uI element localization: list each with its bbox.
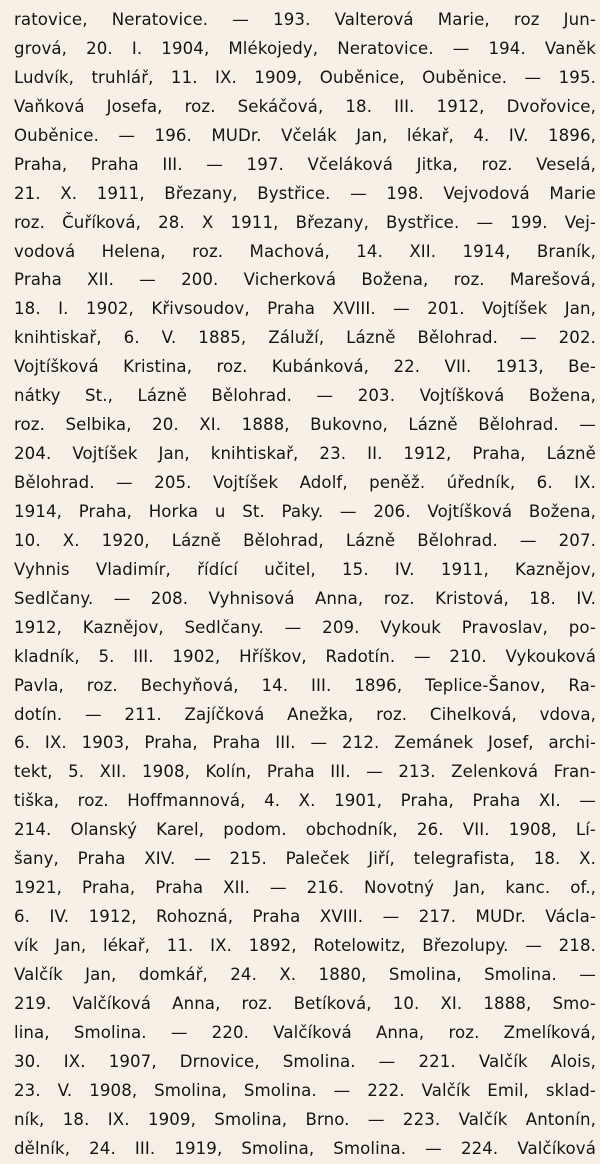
text-line: lina, Smolina. — 220. Valčíková Anna, roz. Zmelíková, xyxy=(14,1022,596,1042)
text-line: 219. Valčíková Anna, roz. Betíková, 10. XI. 1888, Smo- xyxy=(14,993,596,1013)
text-line: 6. IV. 1912, Rohozná, Praha XVIII. — 217. MUDr. Václa- xyxy=(14,907,596,927)
text-line: Vojtíšková Kristina, roz. Kubánková, 22. VII. 1913, Be- xyxy=(14,357,596,377)
text-line: ník, 18. IX. 1909, Smolina, Brno. — 223. Valčík Antonín, xyxy=(14,1109,596,1129)
text-line: 21. X. 1911, Březany, Bystřice. — 198. Vejvodová Marie xyxy=(14,183,596,203)
text-line: Bělohrad. — 205. Vojtíšek Adolf, peněž. úředník, 6. IX. xyxy=(14,473,596,492)
text-line: Praha, Praha III. — 197. Včeláková Jitka, roz. Veselá, xyxy=(14,154,596,174)
text-line: 214. Olanský Karel, podom. obchodník, 26. VII. 1908, Lí- xyxy=(14,820,596,840)
text-line: 30. IX. 1907, Drnovice, Smolina. — 221. Valčík Alois, xyxy=(14,1051,596,1071)
text-line: 1914, Praha, Horka u St. Paky. — 206. Vojtíšková Božena, xyxy=(14,501,596,521)
text-line: 1921, Praha, Praha XII. — 216. Novotný Jan, kanc. of., xyxy=(14,878,596,898)
text-line: 1912, Kaznějov, Sedlčany. — 209. Vykouk Pravoslav, po- xyxy=(14,617,596,637)
text-line: roz. Čuříková, 28. X 1911, Březany, Bystřice. — 199. Vej- xyxy=(14,212,596,232)
text-line: kladník, 5. III. 1902, Hříškov, Radotín. — 210. Vykouková xyxy=(14,646,596,666)
text-line: 6. IX. 1903, Praha, Praha III. — 212. Zemánek Josef, archi- xyxy=(14,733,596,753)
text-line: Ludvík, truhlář, 11. IX. 1909, Ouběnice, Ouběnice. — 195. xyxy=(14,67,596,87)
text-line: Vaňková Josefa, roz. Sekáčová, 18. III. 1912, Dvořovice, xyxy=(14,96,596,116)
text-line: Valčík Jan, domkář, 24. X. 1880, Smolina, Smolina. — xyxy=(14,964,596,984)
text-line: nátky St., Lázně Bělohrad. — 203. Vojtíšková Božena, xyxy=(14,386,596,406)
text-line: Praha XII. — 200. Vicherková Božena, roz. Marešová, xyxy=(14,270,596,290)
text-line: dělník, 24. III. 1919, Smolina, Smolina. — 224. Valčíková xyxy=(14,1138,596,1158)
document-text-block xyxy=(14,6,596,1164)
text-line: grová, 20. I. 1904, Mlékojedy, Neratovice. — 194. Vaněk xyxy=(14,38,596,58)
text-line: 204. Vojtíšek Jan, knihtiskař, 23. II. 1912, Praha, Lázně xyxy=(14,444,596,464)
text-line: roz. Selbika, 20. XI. 1888, Bukovno, Lázně Bělohrad. — xyxy=(14,415,596,435)
text-line: ratovice, Neratovice. — 193. Valterová Marie, roz Jun- xyxy=(14,10,596,29)
text-line: Ouběnice. — 196. MUDr. Včelák Jan, lékař, 4. IV. 1896, xyxy=(14,125,596,145)
text-line: tekt, 5. XII. 1908, Kolín, Praha III. — 213. Zelenková Fran- xyxy=(14,762,596,782)
text-line: vík Jan, lékař, 11. IX. 1892, Rotelowitz, Březolupy. — 218. xyxy=(14,936,596,955)
text-line: tiška, roz. Hoffmannová, 4. X. 1901, Praha, Praha XI. — xyxy=(14,791,596,811)
text-line: Vyhnis Vladimír, řídící učitel, 15. IV. 1911, Kaznějov, xyxy=(14,559,596,579)
text-line: Sedlčany. — 208. Vyhnisová Anna, roz. Kristová, 18. IV. xyxy=(14,588,596,608)
text-line: knihtiskař, 6. V. 1885, Záluží, Lázně Bělohrad. — 202. xyxy=(14,328,596,348)
text-line: 10. X. 1920, Lázně Bělohrad, Lázně Bělohrad. — 207. xyxy=(14,530,596,550)
text-line: šany, Praha XIV. — 215. Paleček Jiří, telegrafista, 18. X. xyxy=(14,849,596,869)
text-line: 23. V. 1908, Smolina, Smolina. — 222. Valčík Emil, sklad- xyxy=(14,1080,596,1100)
text-line: 18. I. 1902, Křivsoudov, Praha XVIII. — 201. Vojtíšek Jan, xyxy=(14,299,596,319)
text-line: Pavla, roz. Bechyňová, 14. III. 1896, Teplice-Šanov, Ra- xyxy=(14,675,596,695)
text-line: dotín. — 211. Zajíčková Anežka, roz. Cihelková, vdova, xyxy=(14,704,596,724)
text-line: vodová Helena, roz. Machová, 14. XII. 1914, Braník, xyxy=(14,241,596,261)
